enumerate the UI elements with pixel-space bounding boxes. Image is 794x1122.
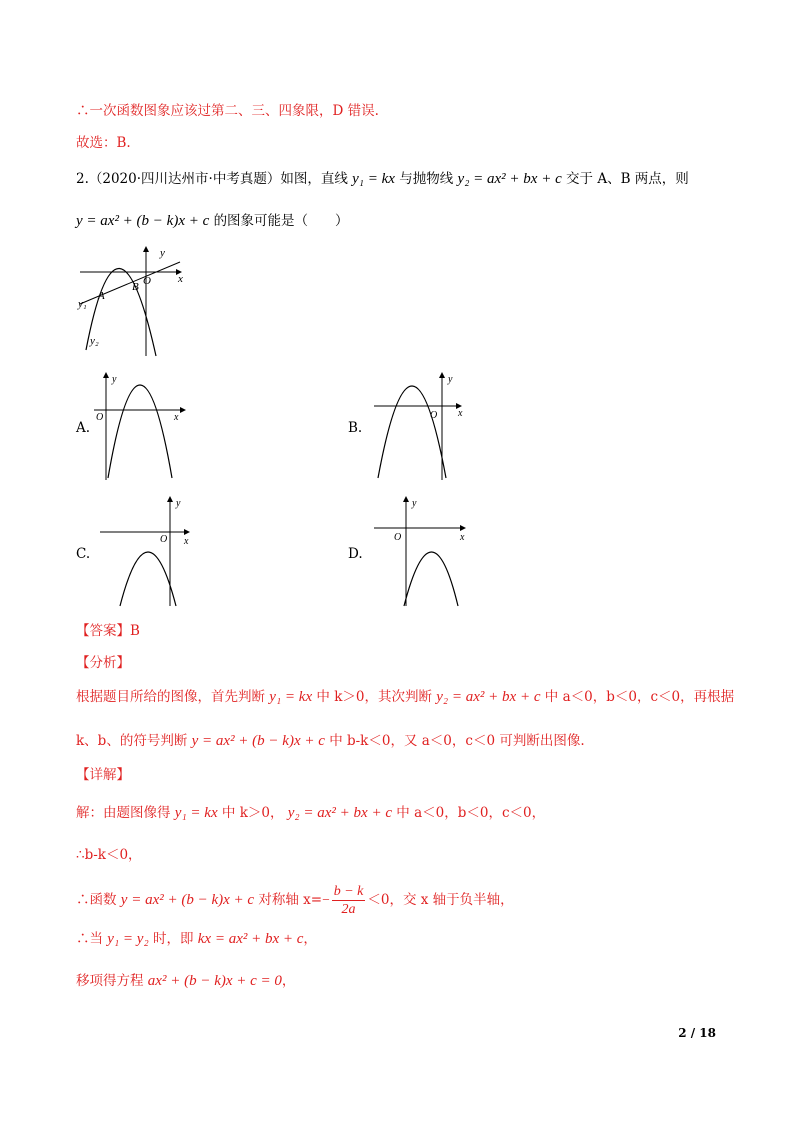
math-y1-kx-3: y₁ = kx: [174, 805, 218, 821]
choice-line: 故选：B.: [76, 135, 131, 151]
math-y2-2: y₂ = ax² + bx + c: [436, 689, 541, 705]
c-label-x: x: [184, 536, 189, 547]
a-label-x: x: [174, 412, 179, 423]
option-d-label: D.: [348, 546, 363, 562]
option-a-label: A.: [76, 420, 91, 436]
option-a-graph: [92, 370, 188, 482]
math-quad: y = ax² + (b − k)x + c: [76, 213, 210, 229]
question-line-2: y = ax² + (b − k)x + c 的图象可能是（ ）: [76, 213, 349, 229]
fig-label-o: O: [143, 275, 151, 287]
d-label-x: x: [460, 532, 465, 543]
option-b-graph: [372, 370, 468, 482]
page-number: 2 / 18: [678, 1026, 716, 1040]
detail-heading: 【详解】: [76, 767, 130, 783]
math-quad-3: y = ax² + (b − k)x + c: [120, 892, 255, 908]
option-c-graph: [96, 494, 196, 610]
math-fraction: $\frac{b - k}{2a}$: [333, 884, 364, 917]
b-label-o: O: [430, 410, 438, 421]
analysis-line-1: 根据题目所给的图像，首先判断 y₁ = kx 中 k＞0，其次判断 y₂ = ax² + bx + c 中 a＜0，b＜0，c＜0，再根据: [76, 689, 735, 705]
a-label-y: y: [112, 374, 117, 385]
fig-label-b: B: [132, 281, 139, 293]
fig-label-x: x: [178, 273, 183, 285]
analysis-line-2: k、b、的符号判断 y = ax² + (b − k)x + c 中 b-k＜0，又 a＜0，c＜0 可判断出图像.: [76, 733, 585, 749]
detail-line-4: ∴当 y₁ = y₂ 时，即 kx = ax² + bx + c，: [76, 931, 317, 947]
option-d-graph: [372, 494, 472, 610]
question-figure: [76, 244, 196, 359]
c-label-y: y: [176, 498, 181, 509]
detail-line-5: 移项得方程 ax² + (b − k)x + c = 0，: [76, 973, 296, 989]
math-y1-kx: y₁ = kx: [352, 171, 395, 187]
option-b-label: B.: [348, 420, 363, 436]
math-eq0: ax² + (b − k)x + c = 0: [147, 973, 282, 989]
detail-line-3: ∴函数 y = ax² + (b − k)x + c 对称轴 x=− $\frac{b - k}{2a}$ ＜0，交 x 轴于负半轴，: [76, 884, 514, 917]
detail-line-1: 解：由题图像得 y₁ = kx 中 k＞0， y₂ = ax² + bx + c 中 a＜0，b＜0，c＜0，: [76, 805, 546, 821]
math-y1-kx-2: y₁ = kx: [269, 689, 313, 705]
d-label-y: y: [412, 498, 417, 509]
conclusion-line: ∴一次函数图象应该过第二、三、四象限，D 错误.: [76, 103, 379, 119]
analysis-heading: 【分析】: [76, 655, 130, 671]
b-label-x: x: [458, 408, 463, 419]
b-label-y: y: [448, 374, 453, 385]
fig-label-y2: y₂: [90, 335, 99, 347]
fig-label-a: A: [98, 290, 105, 302]
math-y2: y₂ = ax² + bx + c: [457, 171, 562, 187]
detail-line-2: ∴b-k＜0，: [76, 847, 142, 863]
question-line-1: 2.（2020·四川达州市·中考真题）如图，直线 y₁ = kx 与抛物线 y₂ = ax² + bx + c 交于 A、B 两点，则: [76, 171, 689, 187]
fig-label-y: y: [160, 247, 165, 259]
a-label-o: O: [96, 412, 104, 423]
c-label-o: O: [160, 534, 168, 545]
answer-line: 【答案】B: [76, 623, 140, 639]
option-c-label: C.: [76, 546, 91, 562]
fig-label-y1: y₁: [78, 298, 87, 310]
math-y2-3: y₂ = ax² + bx + c: [287, 805, 392, 821]
d-label-o: O: [394, 532, 402, 543]
math-kx-eq: kx = ax² + bx + c: [197, 931, 304, 947]
math-quad-2: y = ax² + (b − k)x + c: [191, 733, 325, 749]
math-y1-eq-y2: y₁ = y₂: [107, 931, 149, 947]
